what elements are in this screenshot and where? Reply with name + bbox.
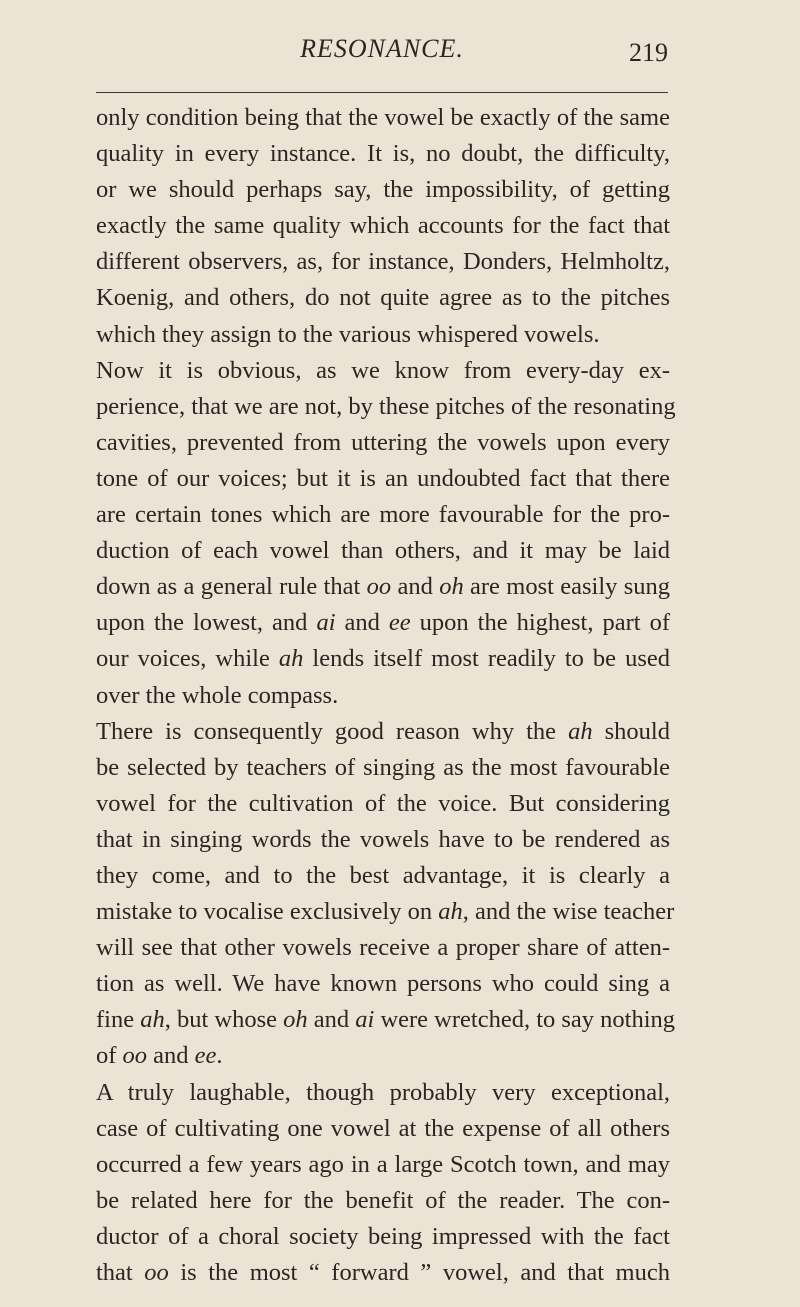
text-segment: are most easily sung xyxy=(463,573,670,601)
text-segment: cavities, prevented from uttering the vowels upon every xyxy=(96,428,670,456)
running-title: RESONANCE. xyxy=(300,34,464,63)
text-segment: are certain tones which are more favourable for the pro- xyxy=(96,501,670,529)
italic-vowel: ah xyxy=(140,1006,165,1034)
text-line xyxy=(96,244,670,280)
italic-vowel: ai xyxy=(355,1006,375,1034)
text-segment: and xyxy=(335,609,389,637)
text-line xyxy=(96,317,670,353)
italic-vowel: ee xyxy=(388,609,411,637)
text-segment: over the whole compass. xyxy=(96,681,339,709)
text-line xyxy=(96,1147,670,1183)
text-segment: vowel for the cultivation of the voice. But considering xyxy=(96,789,670,817)
text-segment: our voices, while xyxy=(96,645,279,673)
italic-vowel: oh xyxy=(283,1006,308,1034)
text-segment: be selected by teachers of singing as the most favourable xyxy=(96,753,670,781)
text-line xyxy=(96,714,670,750)
text-segment: fine xyxy=(96,1006,141,1034)
text-line xyxy=(96,353,670,389)
text-line xyxy=(96,569,670,605)
text-line xyxy=(96,822,670,858)
italic-vowel: ah xyxy=(278,645,304,673)
text-line xyxy=(96,1038,670,1074)
text-line xyxy=(96,786,670,822)
text-segment: tone of our voices; but it is an undoubted fact that there xyxy=(96,464,670,492)
text-segment: should xyxy=(592,717,670,745)
text-line xyxy=(96,100,670,136)
body-text xyxy=(96,100,676,1291)
italic-vowel: oo xyxy=(366,573,392,601)
text-line xyxy=(96,858,670,894)
text-segment: were wretched, to say nothing xyxy=(374,1006,676,1034)
text-line xyxy=(96,1219,670,1255)
text-segment: , and the wise teacher xyxy=(462,898,675,926)
text-segment: which they assign to the various whispered vowels. xyxy=(96,320,600,348)
text-segment: occurred a few years ago in a large Scotch town, and may xyxy=(96,1150,670,1178)
text-segment: tion as well. We have known persons who could sing a xyxy=(96,970,670,998)
text-segment: upon the lowest, and xyxy=(96,609,317,637)
text-segment: down as a general rule that xyxy=(96,573,367,601)
text-segment: and xyxy=(147,1042,195,1070)
text-segment: of xyxy=(96,1042,123,1070)
text-line xyxy=(96,1255,670,1291)
text-segment: is the most “ forward ” vowel, and that much xyxy=(168,1259,670,1286)
italic-vowel: ah xyxy=(568,717,593,745)
italic-vowel: oo xyxy=(122,1042,148,1070)
italic-vowel: ee xyxy=(194,1042,217,1070)
text-segment: only condition being that the vowel be exactly of the same xyxy=(96,104,670,131)
text-segment: Koenig, and others, do not quite agree as to the pitches xyxy=(96,284,670,312)
text-line xyxy=(96,425,670,461)
text-segment: they come, and to the best advantage, it is clearly a xyxy=(96,861,670,889)
text-line xyxy=(96,172,670,208)
text-segment: perience, that we are not, by these pitches of the resonating xyxy=(96,392,676,420)
text-segment: that xyxy=(96,1259,145,1286)
text-line xyxy=(96,1002,676,1038)
text-segment: case of cultivating one vowel at the expense of all others xyxy=(96,1114,670,1142)
text-line xyxy=(96,894,675,930)
text-line xyxy=(96,930,670,966)
text-line xyxy=(96,1183,670,1219)
text-line xyxy=(96,641,670,677)
italic-vowel: oo xyxy=(144,1259,169,1286)
text-segment: exactly the same quality which accounts for the fact that xyxy=(96,212,670,240)
text-segment: and xyxy=(391,573,440,601)
italic-vowel: oh xyxy=(439,573,464,601)
text-line xyxy=(96,750,670,786)
text-line xyxy=(96,280,670,316)
text-line xyxy=(96,533,670,569)
header-rule xyxy=(96,92,668,93)
text-segment: There is consequently good reason why the xyxy=(96,717,569,745)
text-line xyxy=(96,1111,670,1147)
text-segment: upon the highest, part of xyxy=(410,609,671,637)
text-segment: ductor of a choral society being impressed with the fact xyxy=(96,1222,670,1250)
text-segment: , but whose xyxy=(164,1006,284,1034)
text-segment: duction of each vowel than others, and it may be laid xyxy=(96,537,670,565)
text-segment: that in singing words the vowels have to be rendered as xyxy=(96,825,670,853)
text-segment: . xyxy=(216,1042,223,1070)
text-line xyxy=(96,1075,670,1111)
text-line xyxy=(96,136,670,172)
italic-vowel: ai xyxy=(316,609,336,637)
text-segment: will see that other vowels receive a proper share of atten- xyxy=(96,934,670,962)
text-segment: Now it is obvious, as we know from every-day ex- xyxy=(96,356,670,384)
text-segment: quality in every instance. It is, no doubt, the difficulty, xyxy=(96,140,670,168)
text-segment: A truly laughable, though probably very exceptional, xyxy=(96,1078,670,1106)
page-number: 219 xyxy=(629,38,668,67)
text-line xyxy=(96,966,670,1002)
text-segment: different observers, as, for instance, Donders, Helmholtz, xyxy=(96,248,670,276)
italic-vowel: ah xyxy=(438,898,463,926)
text-line xyxy=(96,678,670,714)
text-line xyxy=(96,389,676,425)
text-segment: lends itself most readily to be used xyxy=(303,645,670,673)
text-segment: and xyxy=(307,1006,356,1034)
text-line xyxy=(96,461,670,497)
text-segment: or we should perhaps say, the impossibility, of getting xyxy=(96,176,670,204)
text-segment: mistake to vocalise exclusively on xyxy=(96,898,439,926)
text-segment: be related here for the benefit of the reader. The con- xyxy=(96,1186,670,1214)
text-line xyxy=(96,497,670,533)
page-header xyxy=(96,34,668,74)
text-line xyxy=(96,605,670,641)
text-line xyxy=(96,208,670,244)
